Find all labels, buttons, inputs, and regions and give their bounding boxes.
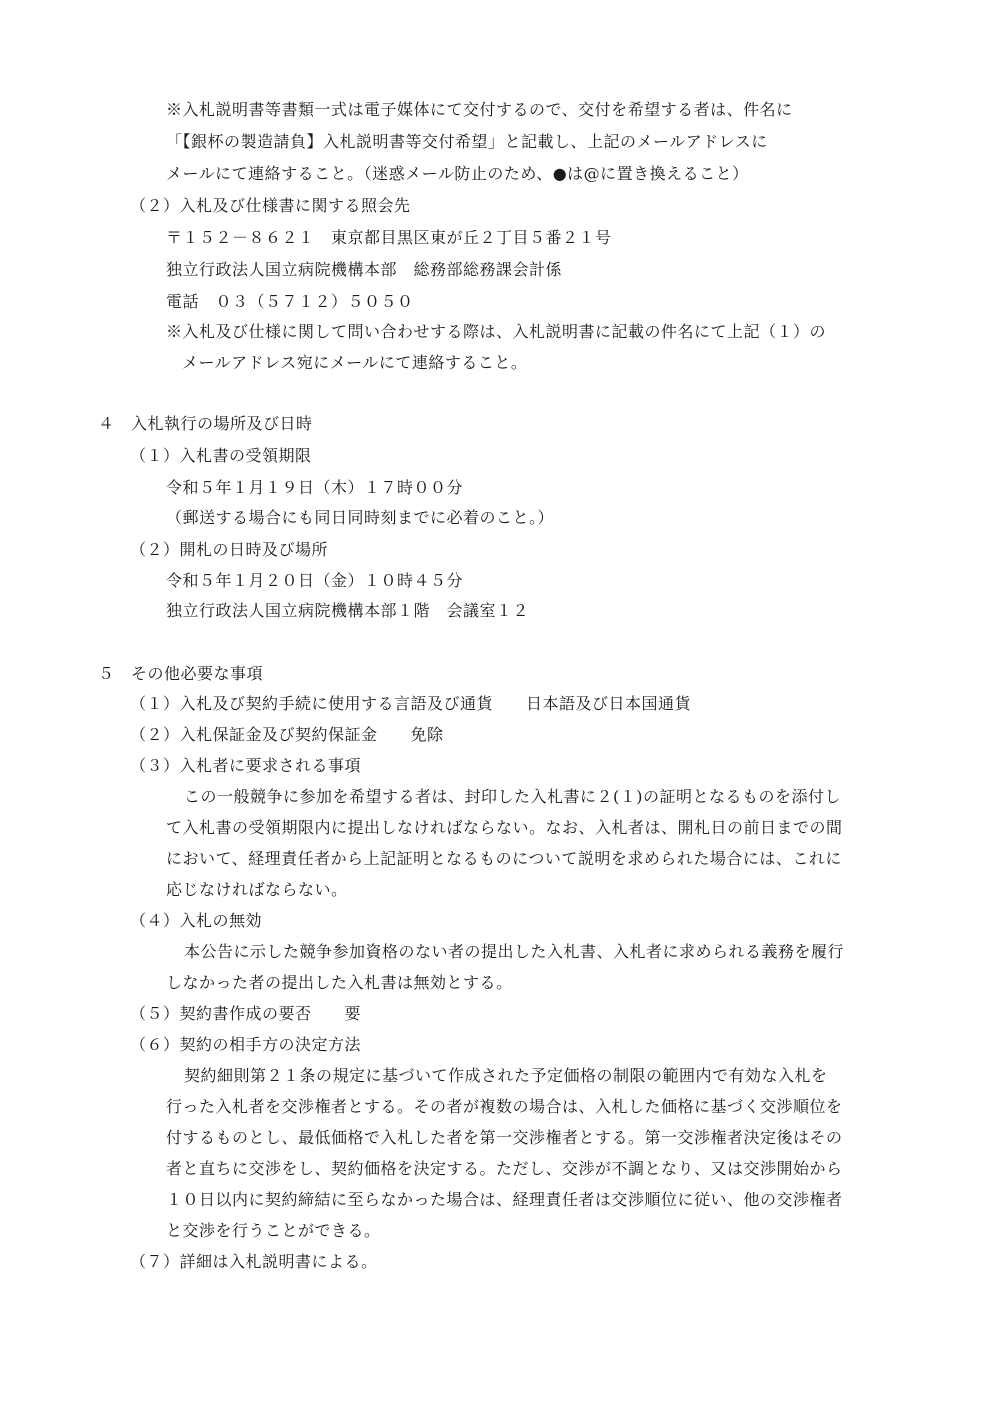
sec5-item6-body-line-3: 付するものとし、最低価格で入札した者を第一交渉権者とする。第一交渉権者決定後はその	[166, 1128, 843, 1147]
sec5-item6-body-line-4: 者と直ちに交渉をし、契約価格を決定する。ただし、交渉が不調となり、又は交渉開始から	[166, 1159, 843, 1178]
sec5-item4-heading: （４）入札の無効	[130, 911, 263, 930]
sec5-item6-body-line-6: と交渉を行うことができる。	[166, 1221, 381, 1240]
sec5-item1: （１）入札及び契約手続に使用する言語及び通貨 日本語及び日本国通貨	[130, 694, 692, 713]
sec5-item3-heading: （３）入札者に要求される事項	[130, 756, 362, 775]
inquiry-note-line-2: メールアドレス宛にメールにて連絡すること。	[182, 353, 528, 372]
sec5-item2: （２）入札保証金及び契約保証金 免除	[130, 725, 444, 744]
sec5-item5: （５）契約書作成の要否 要	[130, 1004, 362, 1023]
sec5-item3-body-line-1: この一般競争に参加を希望する者は、封印した入札書に２(１)の証明となるものを添付し	[184, 787, 841, 806]
section-4-heading: ４ 入札執行の場所及び日時	[98, 414, 313, 433]
sec5-item6-body-line-5: １０日以内に契約締結に至らなかった場合は、経理責任者は交渉順位に従い、他の交渉権者	[166, 1190, 843, 1209]
sec5-item6-body-line-1: 契約細則第２１条の規定に基づいて作成された予定価格の制限の範囲内で有効な入札を	[184, 1066, 828, 1085]
media-note-line-2: 「【銀杯の製造請負】入札説明書等交付希望」と記載し、上記のメールアドレスに	[166, 132, 768, 151]
sec5-item3-body-line-2: て入札書の受領期限内に提出しなければならない。なお、入札者は、開札日の前日までの間	[166, 818, 843, 837]
sec5-item3-body-line-4: 応じなければならない。	[166, 880, 348, 899]
sec5-item3-body-line-3: において、経理責任者から上記証明となるものについて説明を求められた場合には、これに	[166, 849, 842, 868]
inquiry-item-heading: （２）入札及び仕様書に関する照会先	[130, 196, 411, 215]
section-5-heading: ５ その他必要な事項	[98, 664, 264, 683]
sec5-item4-body-line-2: しなかった者の提出した入札書は無効とする。	[166, 973, 513, 992]
media-note-line-1: ※入札説明書等書類一式は電子媒体にて交付するので、交付を希望する者は、件名に	[166, 100, 793, 119]
opening-datetime: 令和５年１月２０日（金）１０時４５分	[166, 571, 464, 590]
sec4-item1-heading: （１）入札書の受領期限	[130, 446, 312, 465]
sec5-item6-body-line-2: 行った入札者を交渉権者とする。その者が複数の場合は、入札した価格に基づく交渉順位を	[166, 1097, 843, 1116]
phone-number: 電話 ０３（５７１２）５０５０	[166, 292, 414, 311]
sec4-item2-heading: （２）開札の日時及び場所	[130, 540, 329, 559]
postal-address: 〒１５２－８６２１ 東京都目黒区東が丘２丁目５番２１号	[166, 228, 612, 247]
department-name: 独立行政法人国立病院機構本部 総務部総務課会計係	[166, 260, 563, 279]
inquiry-note-line-1: ※入札及び仕様に関して問い合わせする際は、入札説明書に記載の件名にて上記（１）の	[166, 322, 827, 341]
media-note-line-3: メールにて連絡すること。（迷惑メール防止のため、●は@に置き換えること）	[166, 164, 749, 183]
mail-note: （郵送する場合にも同日同時刻までに必着のこと。）	[166, 508, 555, 527]
sec5-item7: （７）詳細は入札説明書による。	[130, 1252, 378, 1271]
opening-place: 独立行政法人国立病院機構本部１階 会議室１２	[166, 601, 530, 620]
receipt-deadline: 令和５年１月１９日（木）１７時００分	[166, 478, 464, 497]
sec5-item4-body-line-1: 本公告に示した競争参加資格のない者の提出した入札書、入札者に求められる義務を履行	[184, 942, 845, 961]
sec5-item6-heading: （６）契約の相手方の決定方法	[130, 1035, 362, 1054]
